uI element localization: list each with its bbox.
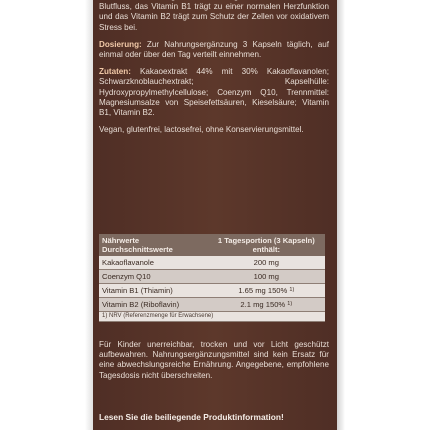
nutrient-value: 1.65 mg 150% [238, 286, 288, 295]
nutrient-value: 100 mg [208, 270, 325, 284]
table-row [99, 284, 325, 298]
nutrient-name: Vitamin B2 (Riboflavin) [99, 298, 208, 312]
table-row [99, 270, 325, 284]
nutrient-value-cell [208, 284, 325, 298]
box-right-shadow [337, 0, 345, 430]
box-text-content [99, 0, 329, 142]
ingredients-text: Kakaoextrakt 44% mit 30% Kakaoflavanolen; Schwarzknoblauchextrakt; Kapselhülle: Hydroxypropylmethylcellulose; Coenzym Q10, Trennmittel: Magnesiumsalze von Speisefettsäuren, Kieselsäure; Vitamin B1, Vitamin B2. [99, 67, 329, 118]
dosage-label: Dosierung: [99, 39, 142, 49]
dosage-section [99, 40, 329, 60]
nutrient-value: 2.1 mg 150% [240, 300, 286, 309]
nutrition-footnote: 1) NRV (Referenzmenge für Erwachsene) [99, 312, 325, 322]
nutrition-header-col2: 1 Tagesportion (3 Kapseln) enthält: [208, 234, 325, 256]
nutrition-table [99, 234, 325, 322]
nutrient-value: 200 mg [208, 256, 325, 270]
ingredients-label: Zutaten: [99, 67, 131, 77]
product-box-side [93, 0, 337, 430]
nutrient-name: Kakaoflavanole [99, 256, 208, 270]
warning-text: Für Kinder unerreichbar, trocken und vor Licht geschützt aufbewahren. Nahrungsergänzungsmittel sind kein Ersatz für eine abwechslungsreiche Ernährung. Angegebene, empfohlene Tagesdosis nicht überschreiten. [99, 340, 329, 380]
nutrient-name: Coenzym Q10 [99, 270, 208, 284]
intro-text: Blutfluss, das Vitamin B1 trägt zu einer normalen Herzfunktion und das Vitamin B2 trägt zum Schutz der Zellen vor oxidativem Stress bei. [99, 2, 329, 32]
nutrient-value-cell [208, 298, 325, 312]
nutrient-name: Vitamin B1 (Thiamin) [99, 284, 208, 298]
read-leaflet-notice: Lesen Sie die beiliegende Produktinformation! [99, 412, 284, 422]
dosage-text: Zur Nahrungsergänzung 3 Kapseln täglich, auf einmal oder über den Tag verteilt einnehmen. [99, 39, 329, 60]
box-left-shadow [85, 0, 93, 430]
warning-block [99, 340, 329, 388]
table-row [99, 256, 325, 270]
nutrient-footnote-ref: 1) [289, 287, 295, 293]
nutrition-header-col1: Nährwerte Durchschnittswerte [99, 234, 208, 256]
table-row [99, 298, 325, 312]
ingredients-section [99, 67, 329, 118]
dietary-info: Vegan, glutenfrei, lactosefrei, ohne Konservierungsmittel. [99, 125, 304, 135]
table-footnote-row [99, 312, 325, 322]
nutrient-footnote-ref: 1) [287, 301, 293, 307]
nutrition-header-row [99, 234, 325, 256]
